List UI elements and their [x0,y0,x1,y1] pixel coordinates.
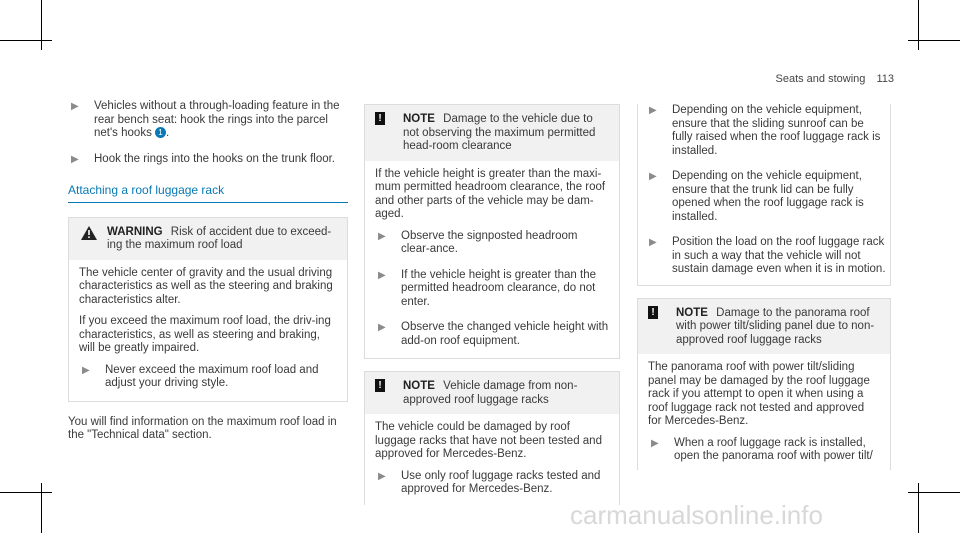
instruction-text: When a roof luggage rack is installed, open the panorama roof with power tilt/ [674,436,873,462]
instruction-item [648,437,880,464]
note-header [365,372,619,414]
note-title: Damage to the vehicle due to not observing the maximum permitted head-room clearance [403,113,596,152]
instruction-text: Hook the rings into the hooks on the trunk floor. [94,152,336,165]
note-box [364,371,620,505]
warning-body [69,260,347,401]
instruction-item [68,153,348,167]
note-body [638,354,890,470]
instruction-item [375,321,609,348]
arrow-bullet-icon: ▶ [378,230,386,242]
instruction-box [637,104,891,286]
crop-mark [0,492,52,493]
warning-label: WARNING [107,225,163,238]
section-title: Attaching a roof luggage rack [68,184,348,203]
note-label: NOTE [403,113,435,125]
arrow-bullet-icon: ▶ [649,105,657,116]
instruction-text: Vehicles without a through-loading feature in the rear bench seat: hook the rings into the parcel net's hooks [94,100,340,139]
instruction-text: Observe the changed vehicle height with add-on roof equipment. [401,321,609,347]
warning-header [69,218,347,260]
running-header [776,73,895,85]
arrow-bullet-icon: ▶ [378,322,386,333]
instruction-text: Depending on the vehicle equipment, ensure that the trunk lid can be fully opened when the roof luggage rack is installed. [672,170,864,223]
crop-mark [41,483,42,533]
note-header [365,105,619,161]
body-paragraph: You will find information on the maximum roof load in the "Technical data" section. [68,415,337,441]
exclamation-icon: ! [375,112,385,125]
crop-mark [908,40,960,41]
warning-paragraph: The vehicle center of gravity and the usual driving characteristics as well as the steering and braking characteristics alter. [79,266,333,306]
warning-paragraph: If you exceed the maximum roof load, the driv-ing characteristics, as well as steering and braking, will be greatly impaired. [79,315,331,354]
arrow-bullet-icon: ▶ [378,470,386,482]
note-paragraph: If the vehicle height is greater than the maxi-mum permitted headroom clearance, the roof and other parts of the vehicle may be dam-aged. [375,167,606,220]
crop-mark [41,0,42,50]
instruction-text-end: . [166,127,170,139]
column-middle [364,104,620,505]
note-title: Vehicle damage from non-approved roof luggage racks [403,380,578,406]
note-header [638,299,890,355]
exclamation-icon: ! [375,379,385,392]
instruction-text: Never exceed the maximum roof load and adjust your driving style. [105,363,319,389]
arrow-bullet-icon: ▶ [71,101,79,112]
note-body [365,161,619,359]
arrow-bullet-icon: ▶ [649,171,657,182]
warning-title: Risk of accident due to exceed-ing the maximum roof load [107,225,332,251]
note-title: Damage to the panorama roof with power tilt/sliding panel due to non-approved roof luggage racks [676,306,875,346]
column-left [68,100,348,443]
instruction-text: Position the load on the roof luggage rack in such a way that the vehicle will not sustain damage even when it is in motion. [672,236,886,275]
note-label: NOTE [403,380,435,392]
arrow-bullet-icon: ▶ [651,437,659,449]
arrow-bullet-icon: ▶ [71,153,79,165]
crop-mark [0,40,52,41]
watermark: carmanualsonline.info [570,500,823,530]
note-paragraph: The panorama roof with power tilt/sliding panel may be damaged by the roof luggage rack if you attempt to open it when using a roof luggage rack not tested and approved for Mercedes-Benz. [648,361,870,427]
note-box [637,298,891,470]
crop-mark [918,0,919,50]
arrow-bullet-icon: ▶ [649,237,657,248]
instruction-item [375,269,609,310]
arrow-bullet-icon: ▶ [378,269,386,281]
instruction-item [375,470,609,497]
callout-badge: 1 [155,127,166,138]
instruction-text: Use only roof luggage racks tested and approved for Mercedes-Benz. [401,469,601,495]
crop-mark [918,483,919,533]
crop-mark [908,492,960,493]
page-number: 113 [876,73,894,85]
exclamation-icon: ! [648,306,658,319]
warning-box [68,217,348,402]
instruction-item [646,236,886,277]
instruction-text: Observe the signposted headroom clear-ance. [401,229,578,255]
note-box [364,104,620,359]
instruction-item [79,364,337,391]
instruction-item [375,230,609,257]
note-paragraph: The vehicle could be damaged by roof luggage racks that have not been tested and approved for Mercedes-Benz. [375,421,602,460]
instruction-item [646,104,886,158]
instruction-item [646,170,886,224]
instruction-text: Depending on the vehicle equipment, ensure that the sliding sunroof can be fully raised when the roof luggage rack is installed. [672,104,881,157]
note-body [365,414,619,505]
warning-triangle-icon [81,226,97,245]
instruction-text: If the vehicle height is greater than the permitted headroom clearance, do not enter. [401,268,596,308]
arrow-bullet-icon: ▶ [82,364,90,376]
section-name: Seats and stowing [775,73,866,85]
column-right [637,104,891,470]
note-label: NOTE [676,306,708,319]
instruction-item [68,100,348,141]
